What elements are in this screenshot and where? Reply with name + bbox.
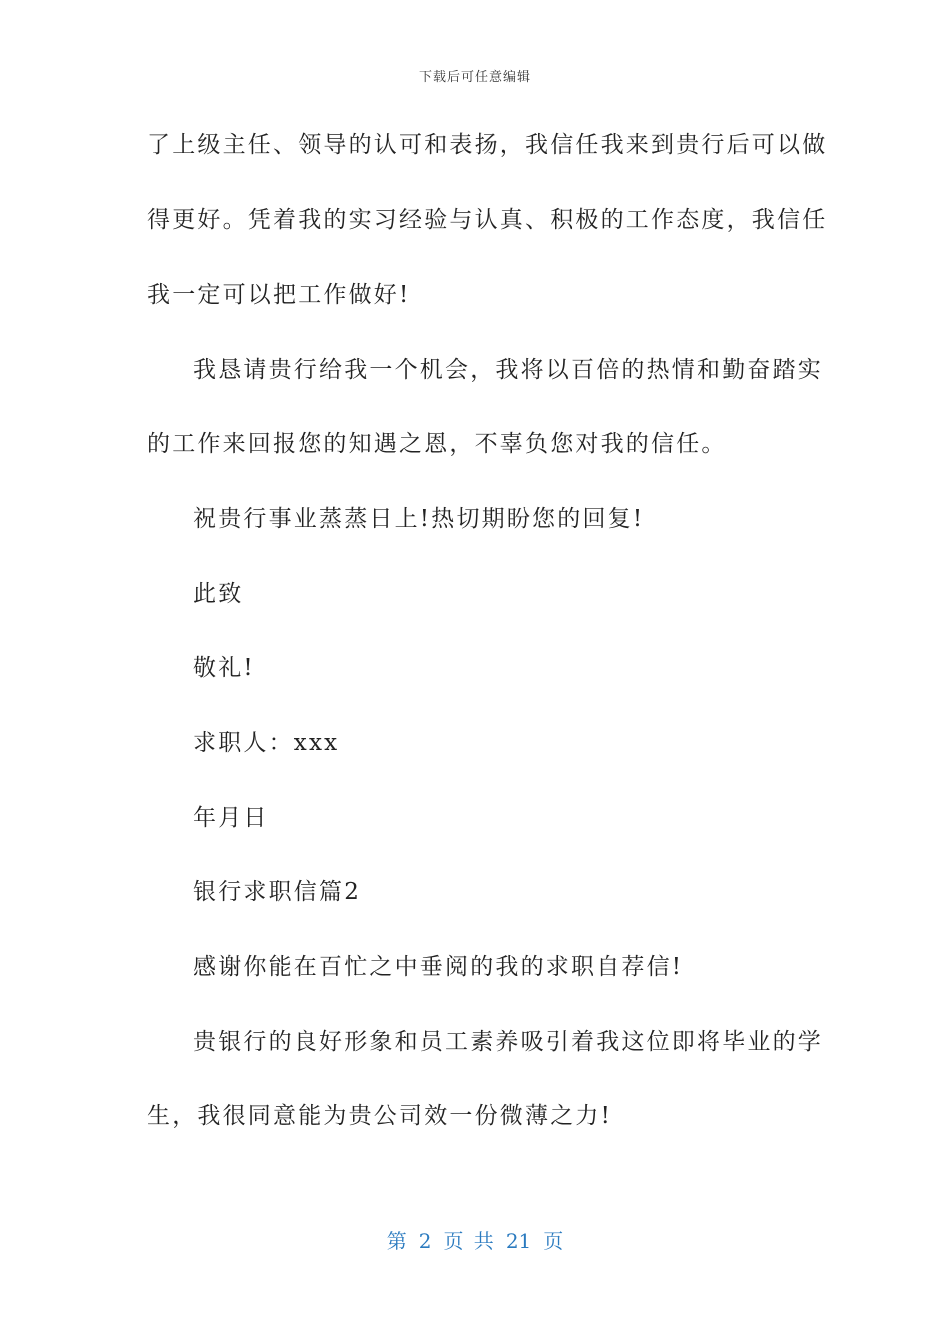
footer-prefix: 第 (386, 1229, 407, 1253)
total-page-number: 21 (505, 1229, 532, 1253)
paragraph-start-line: 我恳请贵行给我一个机会，我将以百倍的热情和勤奋踏实 (193, 357, 823, 383)
closing-line: 此致 (193, 581, 244, 607)
footer-suffix: 页 (543, 1229, 564, 1253)
text-line: 生，我很同意能为贵公司效一份微薄之力! (147, 1103, 613, 1129)
text-line: 了上级主任、领导的认可和表扬，我信任我来到贵行后可以做 (147, 132, 828, 158)
footer-middle: 页 共 (443, 1229, 494, 1253)
wishes-line: 祝贵行事业蒸蒸日上!热切期盼您的回复! (193, 506, 645, 532)
section-title: 银行求职信篇2 (193, 879, 362, 905)
text-line: 我一定可以把工作做好! (147, 282, 411, 308)
paragraph-start-line: 贵银行的良好形象和员工素养吸引着我这位即将毕业的学 (193, 1029, 823, 1055)
date-line: 年月日 (193, 805, 269, 831)
salutation-line: 敬礼! (193, 655, 255, 681)
text-line: 的工作来回报您的知遇之恩，不辜负您对我的信任。 (147, 431, 727, 457)
text-line: 得更好。凭着我的实习经验与认真、积极的工作态度，我信任 (147, 207, 828, 233)
signature-line: 求职人：xxx (193, 730, 340, 756)
page-footer (0, 1225, 950, 1254)
current-page-number: 2 (418, 1229, 432, 1253)
paragraph-start-line: 感谢你能在百忙之中垂阅的我的求职自荐信! (193, 954, 684, 980)
header-note: 下载后可任意编辑 (418, 70, 531, 85)
